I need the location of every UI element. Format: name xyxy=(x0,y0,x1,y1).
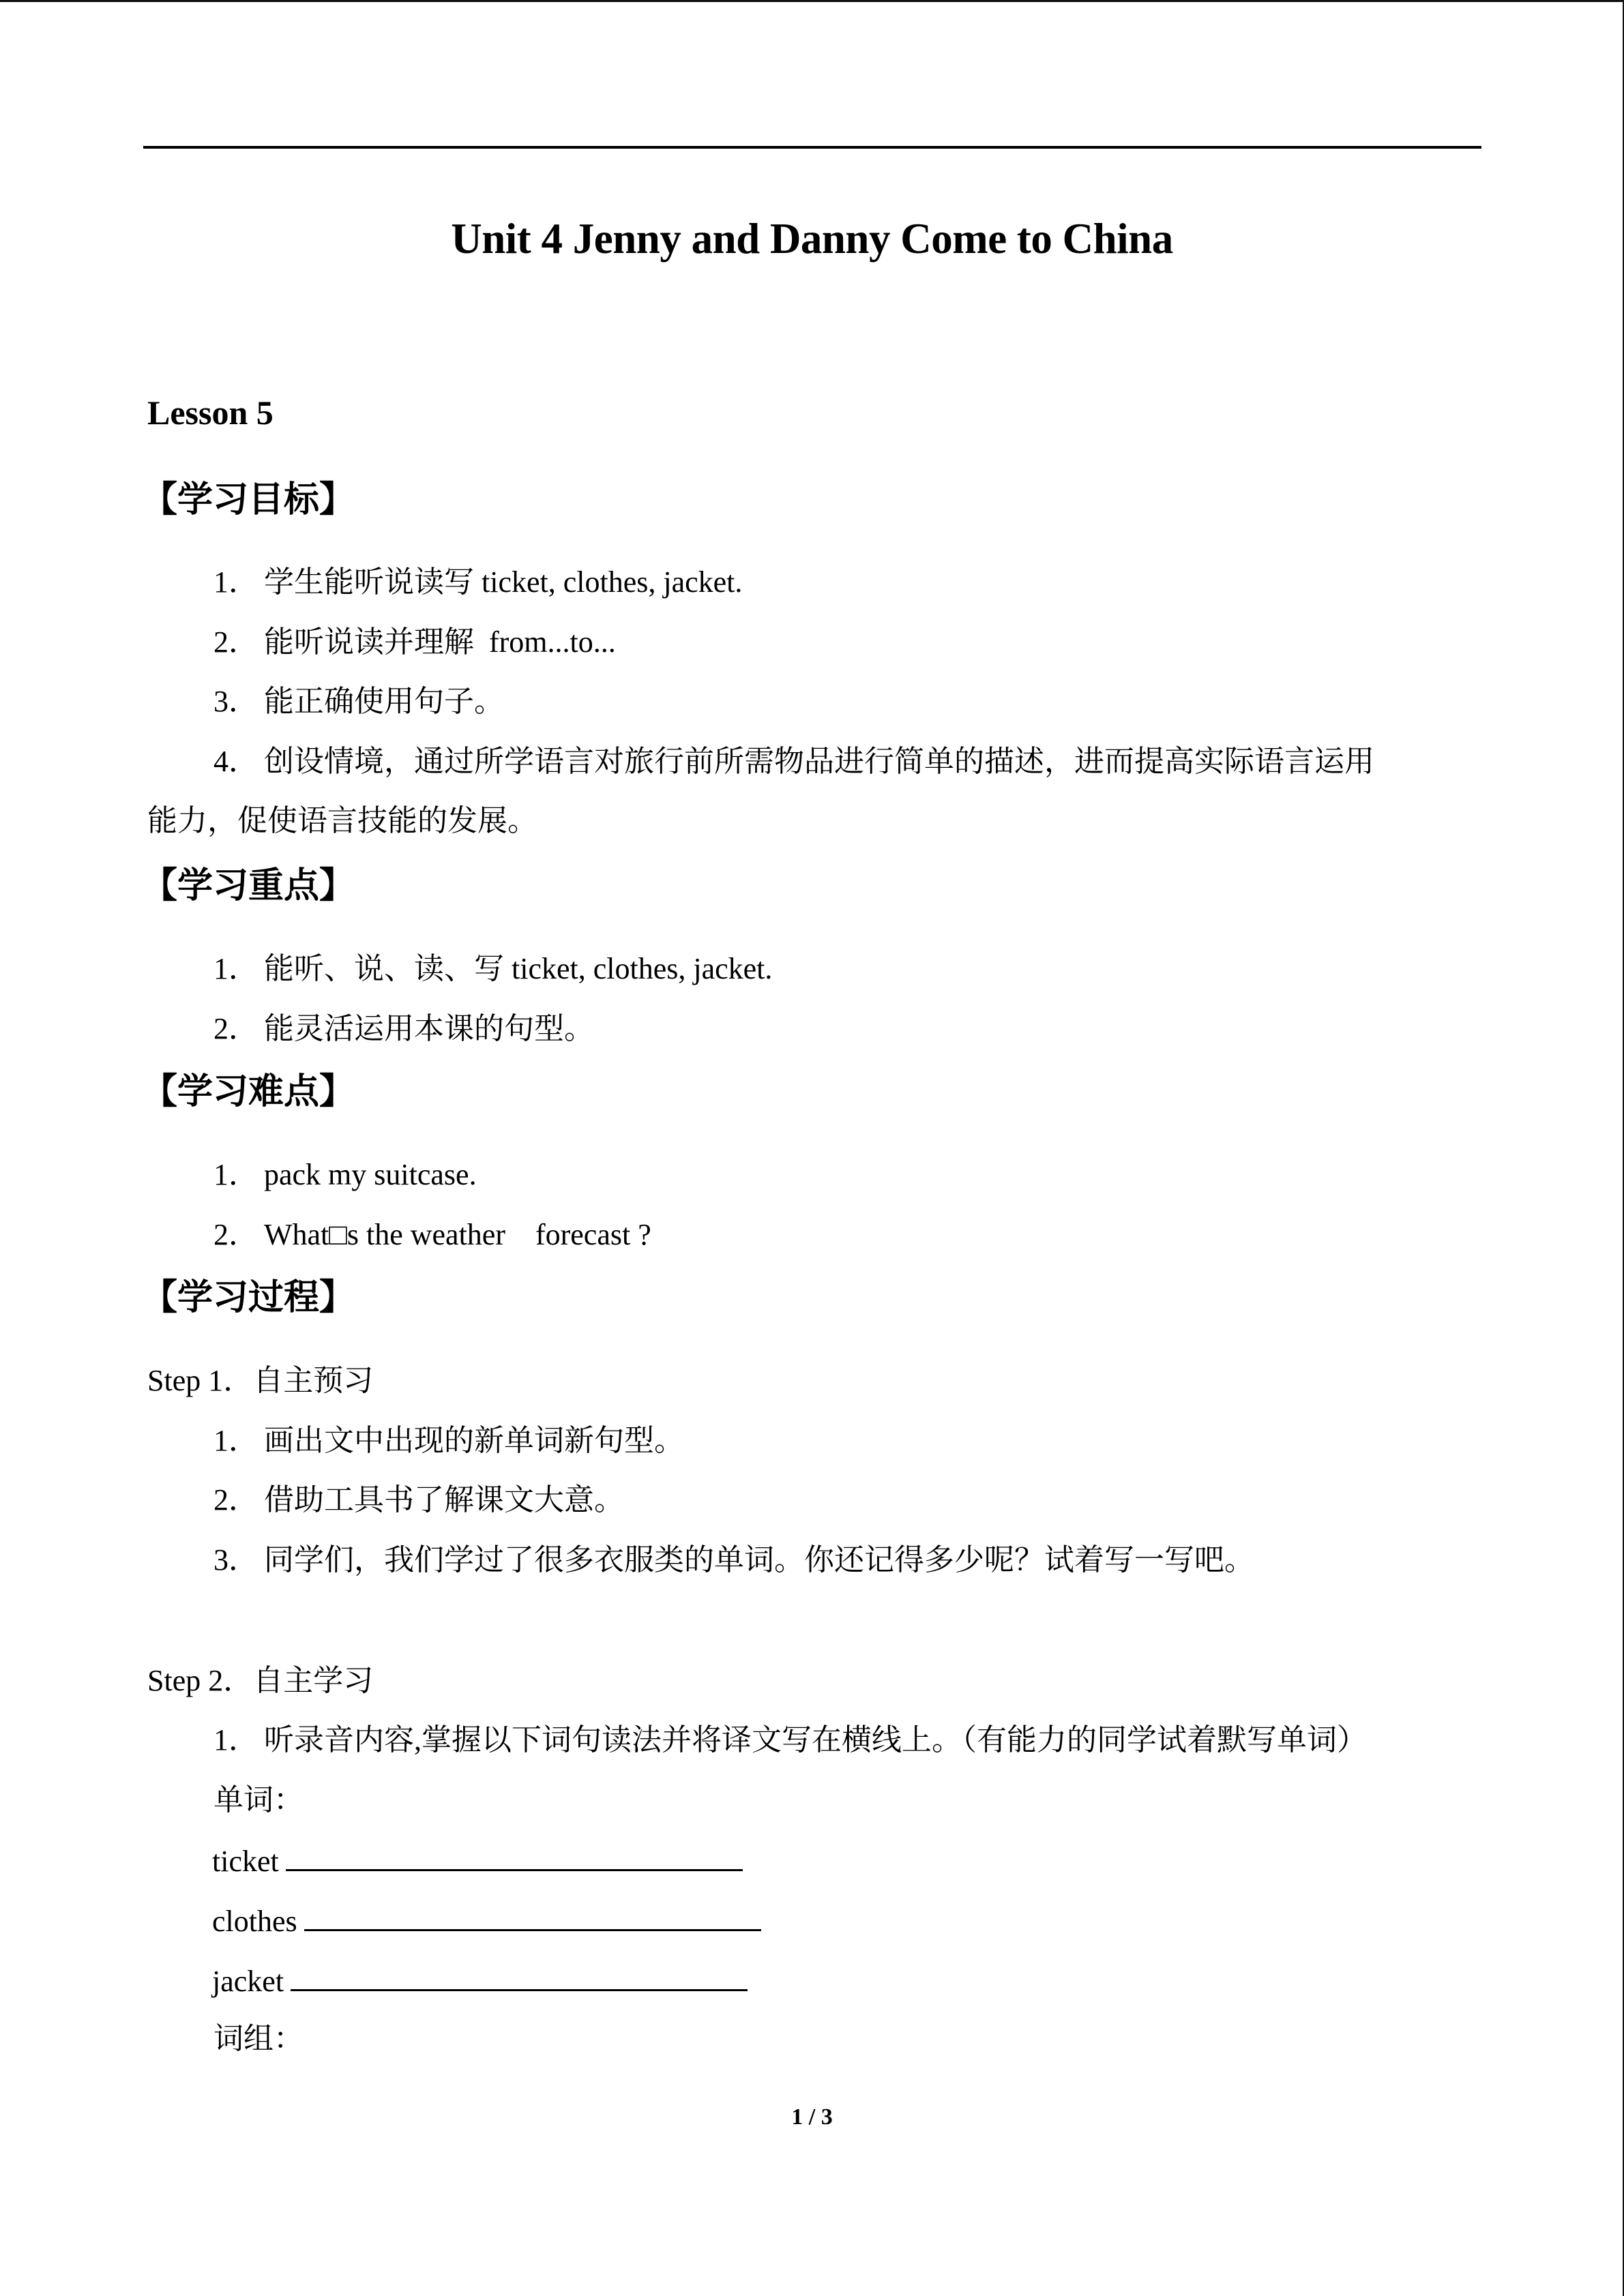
section-heading-objectives: 【学习目标】 xyxy=(142,479,355,520)
item-number: 1． xyxy=(213,1723,259,1757)
word-row-ticket xyxy=(212,1839,743,1882)
key-point-item xyxy=(213,1009,594,1049)
objective-item xyxy=(213,741,1374,782)
word-row-jacket xyxy=(212,1959,748,2002)
word-text: ticket xyxy=(212,1845,279,1878)
item-text: 创设情境，通过所学语言对旅行前所需物品进行简单的描述，进而提高实际语言运用 xyxy=(264,745,1374,778)
page-number: 1 / 3 xyxy=(791,2104,833,2130)
item-text: 能听、说、读、写 ticket, clothes, jacket. xyxy=(264,952,773,985)
lesson-heading: Lesson 5 xyxy=(147,393,274,432)
page-frame-top-border xyxy=(0,0,1624,2)
section-heading-difficulties: 【学习难点】 xyxy=(142,1071,355,1112)
item-text: 学生能听说读写 ticket, clothes, jacket. xyxy=(264,565,743,599)
item-number: 3． xyxy=(213,685,259,718)
item-number: 2． xyxy=(213,1012,259,1045)
item-text: 同学们，我们学过了很多衣服类的单词。你还记得多少呢？试着写一写吧。 xyxy=(264,1543,1254,1577)
item-text: 能听说读并理解 from...to... xyxy=(264,625,616,659)
step-2-label: Step 2．自主学习 xyxy=(147,1664,374,1697)
section-heading-key-points: 【学习重点】 xyxy=(142,865,355,906)
item-number: 1． xyxy=(213,1424,259,1457)
word-text: clothes xyxy=(212,1905,297,1938)
item-number: 1． xyxy=(213,565,259,599)
item-text: pack my suitcase. xyxy=(264,1158,477,1191)
step-1-item xyxy=(213,1420,684,1461)
item-text: What□s the weather forecast ? xyxy=(264,1218,651,1251)
word-row-clothes xyxy=(212,1899,761,1942)
item-text: 能灵活运用本课的句型。 xyxy=(264,1012,594,1045)
item-number: 2． xyxy=(213,625,259,659)
difficulty-item xyxy=(213,1214,651,1255)
answer-blank[interactable] xyxy=(286,1839,743,1871)
item-number: 1． xyxy=(213,1158,259,1191)
step-1-label: Step 1．自主预习 xyxy=(147,1364,374,1397)
item-text: 能正确使用句子。 xyxy=(264,685,504,718)
header-rule xyxy=(143,146,1481,149)
phrases-label: 词组： xyxy=(213,2022,304,2055)
section-heading-process: 【学习过程】 xyxy=(142,1277,355,1318)
step-1-item xyxy=(213,1480,624,1521)
document-title: Unit 4 Jenny and Danny Come to China xyxy=(451,215,1173,263)
word-text: jacket xyxy=(212,1965,284,1998)
difficulty-item xyxy=(213,1154,477,1195)
step-2-instruction xyxy=(213,1720,1367,1761)
objective-item xyxy=(213,622,616,663)
step-1-item xyxy=(213,1540,1254,1581)
objective-item xyxy=(213,681,504,722)
answer-blank[interactable] xyxy=(304,1899,761,1931)
words-label: 单词： xyxy=(213,1783,304,1817)
objective-item-continuation: 能力，促使语言技能的发展。 xyxy=(147,804,537,837)
item-number: 4． xyxy=(213,745,259,778)
answer-blank[interactable] xyxy=(291,1959,748,1991)
item-text: 借助工具书了解课文大意。 xyxy=(264,1483,624,1517)
item-text: 画出文中出现的新单词新句型。 xyxy=(264,1424,684,1457)
item-text: 听录音内容,掌握以下词句读法并将译文写在横线上。（有能力的同学试着默写单词） xyxy=(264,1723,1367,1757)
item-number: 2． xyxy=(213,1218,259,1251)
item-number: 2． xyxy=(213,1483,259,1517)
item-number: 1． xyxy=(213,952,259,985)
item-number: 3． xyxy=(213,1543,259,1577)
key-point-item xyxy=(213,949,772,989)
objective-item xyxy=(213,562,742,603)
